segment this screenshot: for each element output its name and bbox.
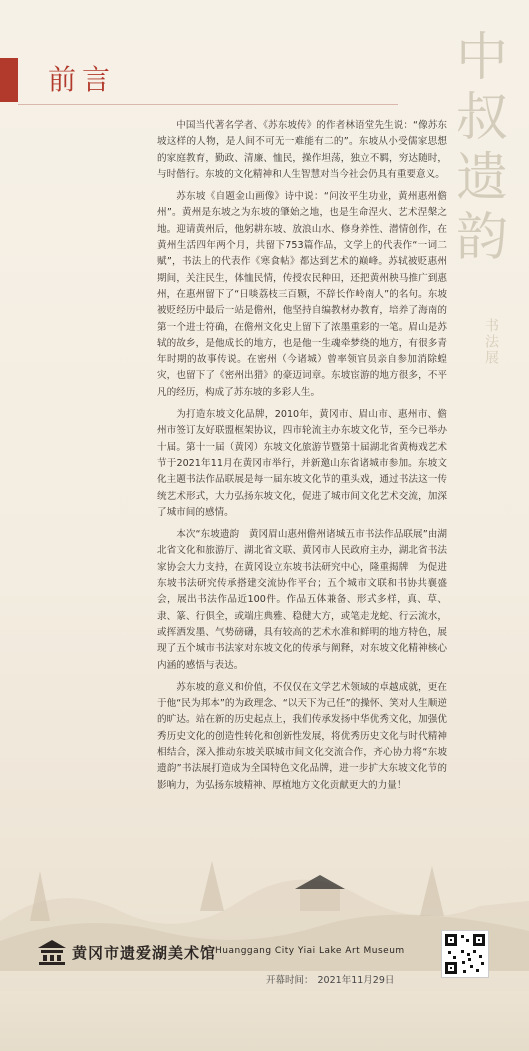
paragraph: 为打造东坡文化品牌，2010年，黄冈市、眉山市、惠州市、儋州市签订友好联盟框架协议，四市轮流主办东坡文化节，至今已举办十届。第十一届（黄冈）东坡文化旅游节暨第十届湖北省黄梅戏艺术节于2021年11月在黄冈市举行，并新邀山东省诸城市参加。东坡文化主题书法作品联展是每一届东坡文化节的重头戏，通过书法这一传统艺术形式，大力弘扬东坡文化，促进了城市间文化艺术交流，加深了城市间的感情。: [157, 409, 447, 518]
calligraphy-char: 韵: [455, 208, 508, 268]
paragraph: 苏东坡的意义和价值，不仅仅在文学艺术领域的卓越成就，更在于他“民为邦本”的为政理念、“以天下为己任”的操怀、笑对人生顺逆的旷达。站在新的历史起点上，我们传承发扬中华优秀文化，加强优秀历史文化的创造性转化和创新性发展，将优秀历史文化与时代精神相结合，深入推动东坡关联城市间文化交流合作，齐心协力将“东坡遗韵”书法展打造成为全国特色文化品牌，进一步扩大东坡文化节的影响力，为弘扬东坡精神、厚植地方文化贡献更大的力量！: [157, 681, 447, 791]
opening-label: 开幕时间：: [266, 975, 314, 986]
opening-date: 2021年11月29日: [317, 975, 395, 986]
title-divider: [18, 104, 398, 105]
paragraph: 中国当代著名学者、《苏东坡传》的作者林语堂先生说：“像苏东坡这样的人物，是人间不可无一难能有二的”。东坡从小受儒家思想的家庭教育，勤政、清廉、恤民，操作坦荡，独立不羁，穷达随时，与时偕行。东坡的文化精神和人生智慧对当今社会仍具有重要意义。: [157, 120, 447, 180]
calligraphy-title: [447, 28, 517, 278]
accent-bar: [0, 58, 18, 102]
museum-name-cn: 黄冈市遗爱湖美术馆: [72, 944, 217, 962]
museum-name-en: Huanggang City Yiai Lake Art Museum: [215, 946, 405, 956]
museum-logo-icon: [36, 938, 68, 966]
page-title: 前言: [48, 63, 117, 96]
calligraphy-char: 遗: [455, 148, 508, 208]
paragraph: 本次“东坡遗韵 黄冈眉山惠州儋州诸城五市书法作品联展”由湖北省文化和旅游厅、湖北省文联、黄冈市人民政府主办，湖北省书法家协会大力支持，在黄冈设立东坡书法研究中心，隆重揭牌 为促进东坡书法研究传承搭建交流协作平台；五个城市文联和书协共襄盛会，展出书法作品近100件。作品五体兼备、形式多样，真、草、隶、篆、行俱全，或端庄典雅、稳健大方，或笔走龙蛇、行云流水，或挥洒发墨、气势磅礴，具有较高的艺术水准和鲜明的地方特色，展现了五个城市书法家对东坡文化的传承与阐释，对东坡文化精神核心内涵的感悟与表达。: [157, 529, 447, 671]
footer: [0, 930, 529, 990]
calligraphy-char: 中: [455, 28, 508, 88]
bottom-band: [0, 991, 529, 1051]
vertical-subtitle: 书法展: [483, 318, 499, 366]
paragraph: 苏东坡《自题金山画像》诗中说：“问汝平生功业，黄州惠州儋州”。黄州是东坡之为东坡的肇始之地，也是生命涅火、艺术涅槃之地。迎请黄州后，他躬耕东坡、放浪山水、修身养性、潜情创作，在黄州生活四年两个月，共留下753篇作品，文学上的代表作“一词二赋”，书法上的代表作《寒食帖》都达到艺术的巅峰。苏轼被贬惠州期间，关注民生，体恤民情，传授农民种田，还把黄州秧马推广到惠州，在惠州留下了“日啖荔枝三百颗，不辞长作岭南人”的名句。东坡被贬经历中最后一站是儋州，他坚持自编教材办教育，培养了海南的第一个进士符确，在儋州文化史上留下了浓墨重彩的一笔。眉山是苏轼的故乡，是他成长的地方，也是他一生魂牵梦绕的地方，有很多青年时期的故事传说。在密州（今诸城）曾率领官员亲自参加消除蝗灾，也留下了《密州出猎》的豪迈词章。东坡宦游的地方很多，不平凡的经历，构成了苏东坡的多彩人生。: [157, 191, 447, 398]
preface-body: [157, 118, 447, 800]
qr-code-icon: [441, 930, 489, 978]
calligraphy-char: 叔: [455, 88, 508, 148]
opening-time: [266, 972, 394, 986]
